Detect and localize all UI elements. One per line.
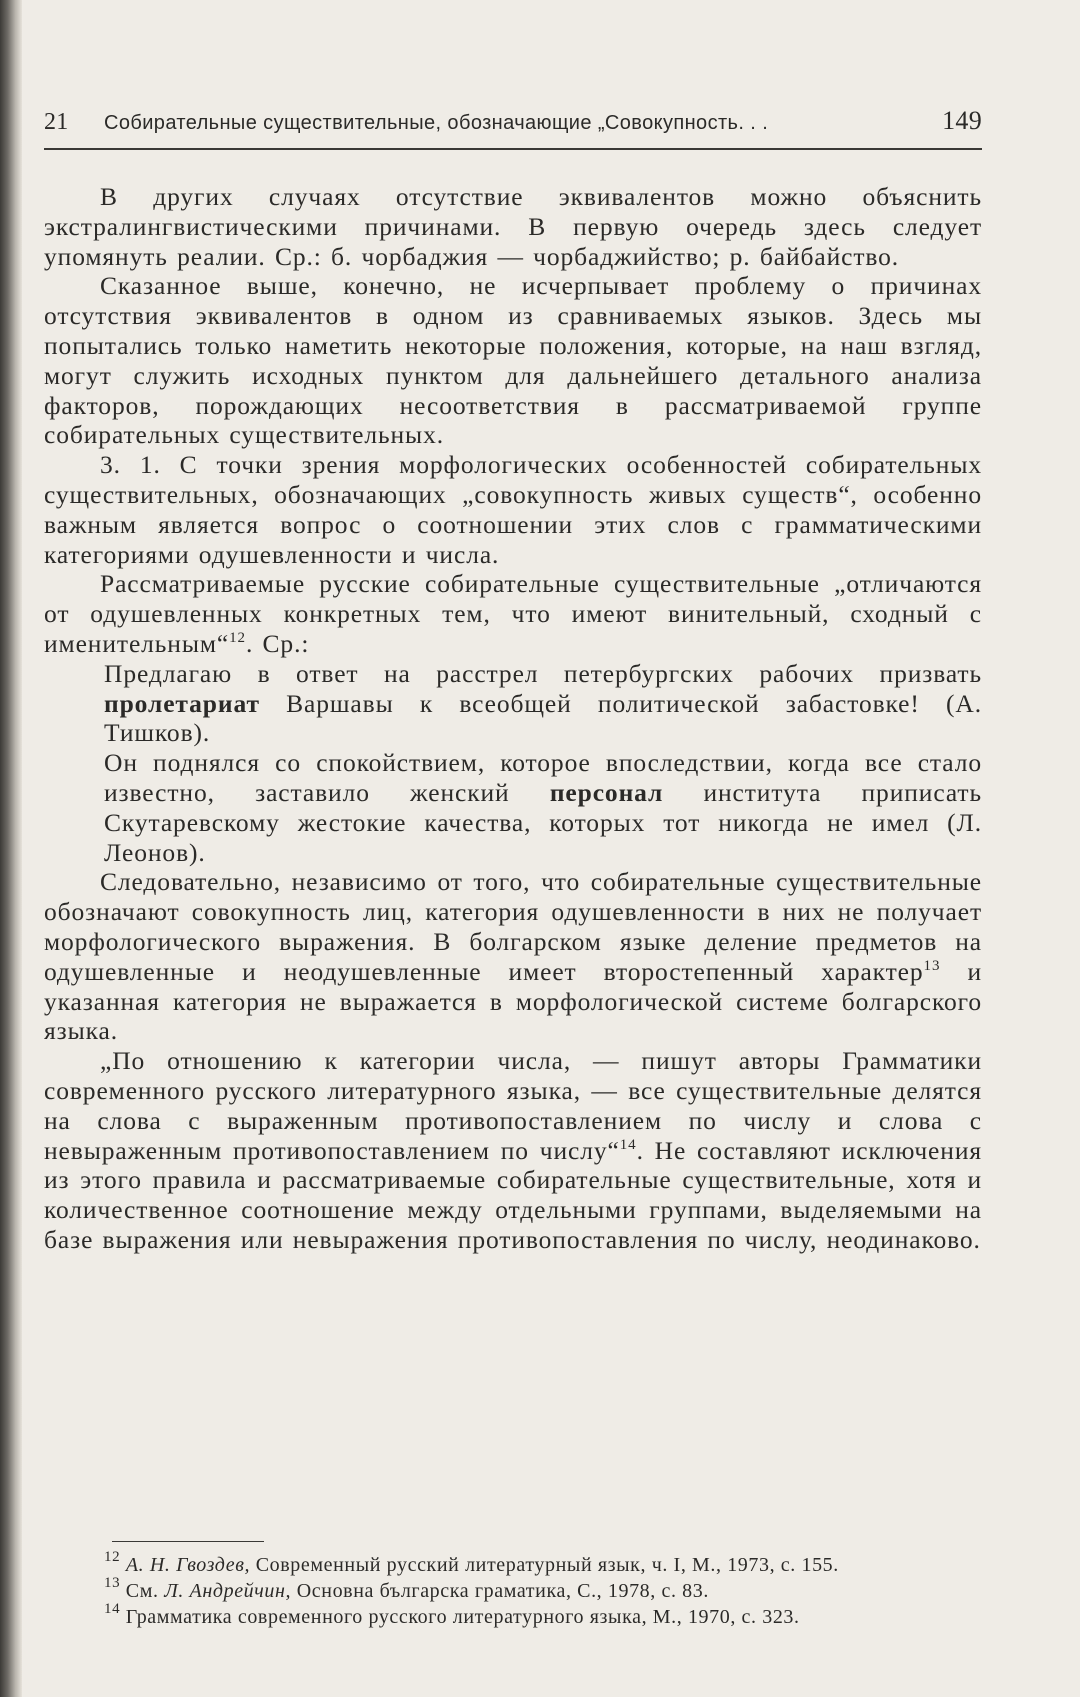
header-rule <box>44 148 982 150</box>
body-text <box>44 182 982 1255</box>
text-run: . Не составляют исключения из этого правила и рассматриваемые собирательные существительные, хотя и количественное соотношение между отдельными группами, выделяемыми на базе выражения или невыражения противопоставления по числу, неодинаково. <box>44 1135 982 1254</box>
paragraph <box>44 1046 982 1255</box>
chapter-number: 21 <box>44 109 69 135</box>
text-run: „По отношению к категории числа, — пишут авторы Грамматики современного русского литературного языка, — все существительные делятся на слова с выраженным противопоставлением по числу и слова с невыраженным противопоставлением по числу“ <box>44 1046 982 1165</box>
text-run: Грамматика современного русского литературного языка, М., 1970, с. 323. <box>120 1606 800 1628</box>
footnote <box>44 1601 982 1630</box>
footnote-marker: 12 <box>104 1549 121 1565</box>
page-number: 149 <box>942 106 982 135</box>
running-head <box>44 106 982 146</box>
author-name: А. Н. Гвоздев, <box>125 1554 251 1576</box>
bold-term: пролетариат <box>104 688 260 718</box>
text-run: 3. 1. С точки зрения морфологических особенностей собирательных существительных, обозначающих „совокупность живых существ“, особенно важным является вопрос о соотношении этих слов с грамматическими категориями одушевленности и числа. <box>44 450 982 569</box>
text-run: Он поднялся со спокойствием, которое впоследствии, когда все стало известно, заставило женский <box>104 748 982 807</box>
paragraph <box>44 867 982 1046</box>
footnote-marker: 14 <box>104 1601 121 1617</box>
footnotes <box>44 1549 982 1630</box>
quote-paragraph <box>44 748 982 867</box>
footnote-marker: 13 <box>104 1575 121 1591</box>
bold-term: персонал <box>549 777 664 807</box>
text-run: Предлагаю в ответ на расстрел петербургских рабочих призвать <box>104 658 982 688</box>
text-run: Современный русский литературный язык, ч. I, М., 1973, с. 155. <box>250 1554 839 1576</box>
text-run: института приписать Скутаревскому жестокие качества, которых тот никогда не имел (Л. Леонов). <box>104 777 982 867</box>
paragraph <box>44 450 982 569</box>
footnote-marker: 13 <box>923 957 941 974</box>
paragraph <box>44 271 982 450</box>
running-title: Собирательные существительные, обозначающие „Совокупность. . . <box>104 112 769 134</box>
text-run: Сказанное выше, конечно, не исчерпывает проблему о причинах отсутствия эквивалентов в одном из сравниваемых языков. Здесь мы попытались только наметить некоторые положения, которые, на наш взгляд, могут служить исходных пунктом для дальнейшего детального анализа факторов, порождающих несоответствия в рассматриваемой группе собирательных существительных. <box>44 271 982 450</box>
text-run: Следовательно, независимо от того, что собирательные существительные обозначают совокупность лиц, категория одушевленности в них не получает морфологического выражения. В болгарском языке деление предметов на одушевленные и неодушевленные имеет второстепенный характер <box>44 867 982 986</box>
text-run: и указанная категория не выражается в морфологической системе болгарского языка. <box>44 956 982 1046</box>
text-run: В других случаях отсутствие эквивалентов можно объяснить экстралингвистическими причинами. В первую очередь здесь следует упомянуть реалии. Ср.: б. чорбаджия — чорбаджийство; р. байбайство. <box>44 182 982 271</box>
footnote <box>44 1575 982 1604</box>
quote-paragraph <box>44 659 982 748</box>
text-run: Основна българска граматика, С., 1978, с. 83. <box>291 1580 709 1602</box>
text-run: . Ср.: <box>245 628 310 658</box>
book-spine-shadow <box>0 0 22 1697</box>
text-run: Варшавы к всеобщей политической забастовке! (А. Тишков). <box>104 688 982 748</box>
author-name: Л. Андрейчин, <box>164 1580 292 1602</box>
footnote-rule <box>112 1541 264 1542</box>
book-page <box>44 106 982 1628</box>
text-run: См. <box>120 1580 165 1602</box>
footnote-marker: 12 <box>229 629 246 646</box>
footnote-marker: 14 <box>619 1136 637 1153</box>
paragraph <box>44 569 982 658</box>
footnote <box>44 1549 982 1578</box>
paragraph <box>44 182 982 271</box>
text-run: Рассматриваемые русские собирательные существительные „отличаются от одушевленных конкретных тем, что имеют винительный, сходный с именительным“ <box>44 569 982 658</box>
